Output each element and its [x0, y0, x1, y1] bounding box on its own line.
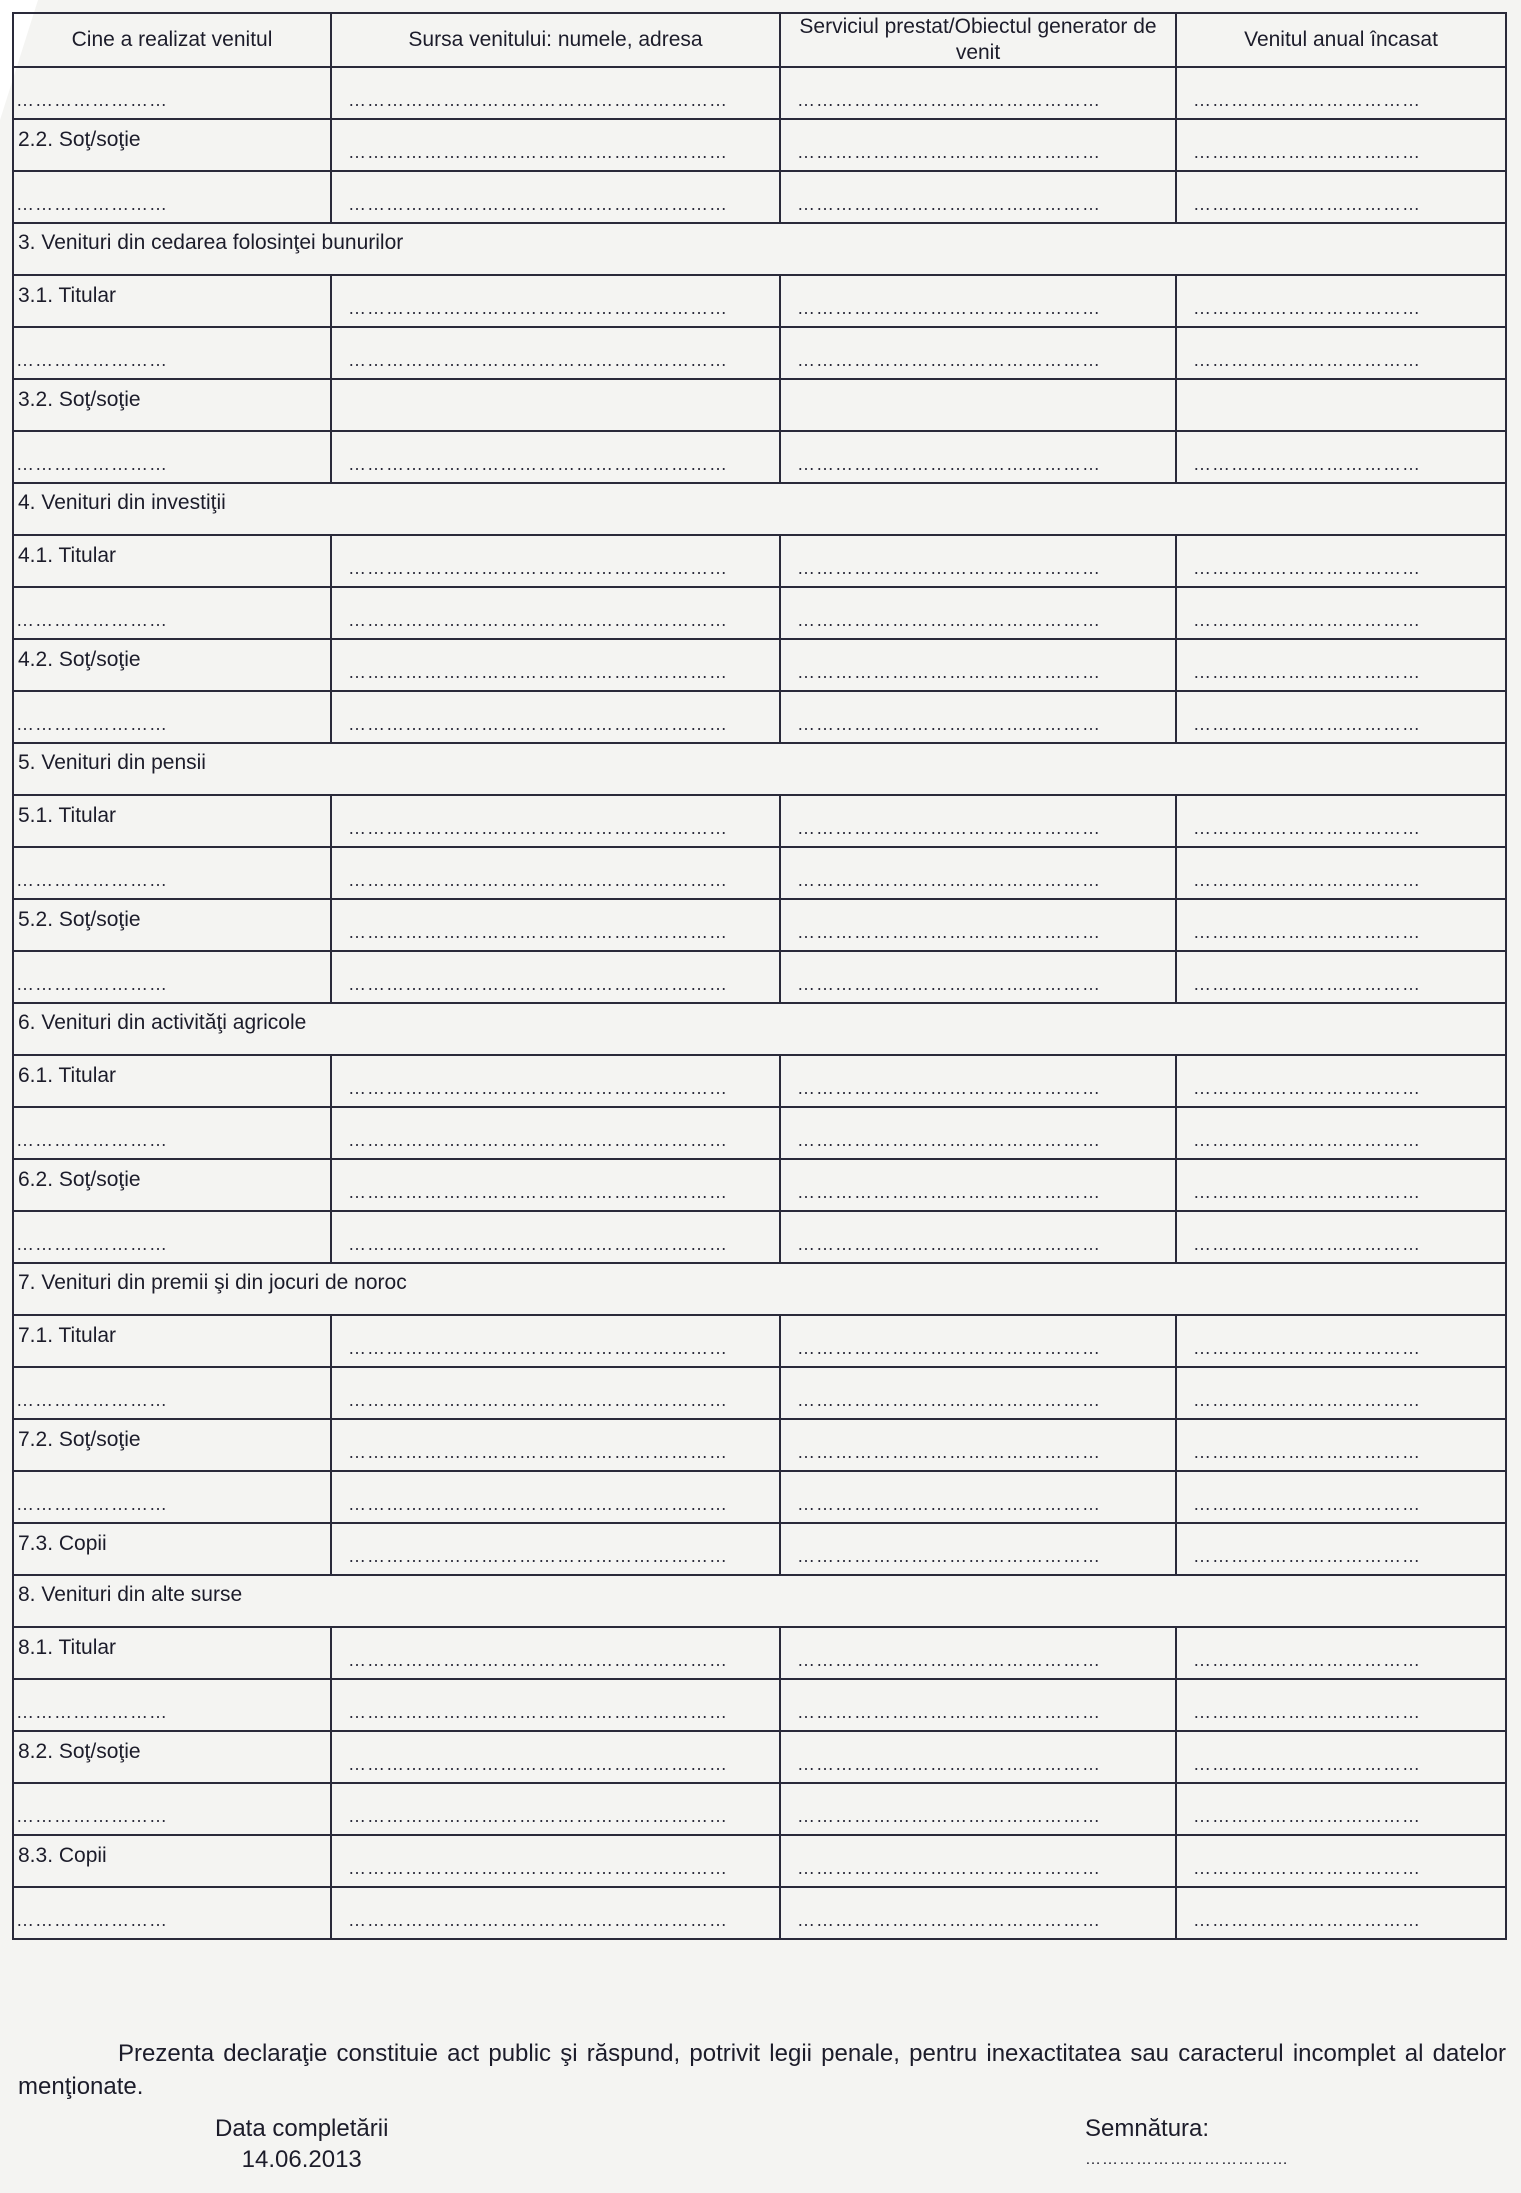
income-cell: [1176, 1627, 1506, 1679]
service-blank[interactable]: …………………………………………: [797, 1130, 1101, 1150]
service-cell: [780, 847, 1176, 899]
service-blank[interactable]: …………………………………………: [797, 662, 1101, 682]
table-row: [13, 275, 1506, 327]
row-label: 5.2. Soţ/soţie: [18, 908, 141, 931]
table-row: [13, 951, 1506, 1003]
income-cell: [1176, 1731, 1506, 1783]
income-blank[interactable]: ………………………………: [1193, 1702, 1421, 1722]
service-cell: [780, 1783, 1176, 1835]
service-cell: [780, 899, 1176, 951]
service-cell: [780, 795, 1176, 847]
table-row: [13, 1523, 1506, 1575]
who-blank[interactable]: ……………………: [16, 1910, 168, 1930]
row-label: 8.1. Titular: [18, 1636, 117, 1659]
who-cell: [13, 1159, 331, 1211]
source-blank[interactable]: ……………………………………………………: [348, 1390, 728, 1410]
source-cell: [331, 951, 780, 1003]
income-cell: [1176, 535, 1506, 587]
source-blank[interactable]: ……………………………………………………: [348, 1858, 728, 1878]
table-row: [13, 1783, 1506, 1835]
section-title: 3. Venituri din cedarea folosinţei bunurilor: [18, 231, 404, 254]
row-label: 3.1. Titular: [18, 284, 117, 307]
row-label: 6.1. Titular: [18, 1064, 117, 1087]
source-blank[interactable]: ……………………………………………………: [348, 818, 728, 838]
service-cell: [780, 1419, 1176, 1471]
table-row: [13, 67, 1506, 119]
income-blank[interactable]: ………………………………: [1193, 1338, 1421, 1358]
section-row: [13, 743, 1506, 795]
service-cell: [780, 1471, 1176, 1523]
who-cell: [13, 587, 331, 639]
who-cell: [13, 535, 331, 587]
source-cell: [331, 691, 780, 743]
income-cell: [1176, 67, 1506, 119]
source-cell: [331, 587, 780, 639]
source-cell: [331, 1783, 780, 1835]
source-cell: [331, 1887, 780, 1939]
table-body: [13, 67, 1506, 1939]
source-blank[interactable]: ……………………………………………………: [348, 1650, 728, 1670]
column-header-source: Sursa venitului: numele, adresa: [331, 13, 780, 67]
income-blank[interactable]: ………………………………: [1193, 1546, 1421, 1566]
who-cell: [13, 1315, 331, 1367]
income-cell: [1176, 171, 1506, 223]
section-cell: [13, 743, 1506, 795]
service-blank[interactable]: …………………………………………: [797, 1390, 1101, 1410]
service-blank[interactable]: …………………………………………: [797, 1702, 1101, 1722]
service-cell: [780, 1107, 1176, 1159]
source-cell: [331, 1107, 780, 1159]
section-row: [13, 1575, 1506, 1627]
who-blank[interactable]: ……………………: [16, 90, 168, 110]
income-blank[interactable]: ………………………………: [1193, 298, 1421, 318]
service-blank[interactable]: …………………………………………: [797, 818, 1101, 838]
service-cell: [780, 431, 1176, 483]
source-blank[interactable]: ……………………………………………………: [348, 714, 728, 734]
income-blank[interactable]: ………………………………: [1193, 818, 1421, 838]
source-blank[interactable]: ……………………………………………………: [348, 90, 728, 110]
income-cell: [1176, 431, 1506, 483]
service-blank[interactable]: …………………………………………: [797, 714, 1101, 734]
section-row: [13, 483, 1506, 535]
income-blank[interactable]: ………………………………: [1193, 870, 1421, 890]
service-cell: [780, 1835, 1176, 1887]
service-blank[interactable]: …………………………………………: [797, 974, 1101, 994]
table-row: [13, 379, 1506, 431]
who-cell: [13, 1471, 331, 1523]
section-title: 4. Venituri din investiţii: [18, 491, 226, 514]
service-cell: [780, 951, 1176, 1003]
source-blank[interactable]: ……………………………………………………: [348, 1234, 728, 1254]
who-cell: [13, 1887, 331, 1939]
who-blank[interactable]: ……………………: [16, 1494, 168, 1514]
who-blank[interactable]: ……………………: [16, 454, 168, 474]
income-cell: [1176, 795, 1506, 847]
who-cell: [13, 171, 331, 223]
income-cell: [1176, 847, 1506, 899]
income-cell: [1176, 587, 1506, 639]
who-blank[interactable]: ……………………: [16, 1234, 168, 1254]
income-blank[interactable]: ………………………………: [1193, 714, 1421, 734]
income-blank[interactable]: ………………………………: [1193, 1078, 1421, 1098]
service-blank[interactable]: …………………………………………: [797, 1182, 1101, 1202]
who-cell: [13, 951, 331, 1003]
section-cell: [13, 1575, 1506, 1627]
source-cell: [331, 795, 780, 847]
who-blank[interactable]: ……………………: [16, 1130, 168, 1150]
table-row: [13, 639, 1506, 691]
source-cell: [331, 1523, 780, 1575]
service-blank[interactable]: …………………………………………: [797, 1910, 1101, 1930]
income-blank[interactable]: ………………………………: [1193, 558, 1421, 578]
who-blank[interactable]: ……………………: [16, 974, 168, 994]
row-label: 8.3. Copii: [18, 1844, 107, 1867]
row-label: 7.1. Titular: [18, 1324, 117, 1347]
income-cell: [1176, 951, 1506, 1003]
who-cell: [13, 379, 331, 431]
service-blank[interactable]: …………………………………………: [797, 194, 1101, 214]
table-row: [13, 1055, 1506, 1107]
who-blank[interactable]: ……………………: [16, 1806, 168, 1826]
who-cell: [13, 1627, 331, 1679]
source-blank[interactable]: ……………………………………………………: [348, 350, 728, 370]
table-row: [13, 1107, 1506, 1159]
who-blank[interactable]: ……………………: [16, 1390, 168, 1410]
income-cell: [1176, 1211, 1506, 1263]
source-cell: [331, 119, 780, 171]
income-cell: [1176, 1107, 1506, 1159]
income-blank[interactable]: ………………………………: [1193, 1858, 1421, 1878]
source-cell: [331, 1471, 780, 1523]
table-row: [13, 847, 1506, 899]
income-cell: [1176, 119, 1506, 171]
source-cell: [331, 1211, 780, 1263]
service-cell: [780, 535, 1176, 587]
service-blank[interactable]: …………………………………………: [797, 1546, 1101, 1566]
income-blank[interactable]: ………………………………: [1193, 662, 1421, 682]
source-blank[interactable]: ……………………………………………………: [348, 1702, 728, 1722]
income-blank[interactable]: ………………………………: [1193, 194, 1421, 214]
declaration-text: Prezenta declaraţie constituie act public şi răspund, potrivit legii penale, pentru inexactitatea sau caracterul incomplet al datelor menţionate.: [18, 2040, 1506, 2100]
source-cell: [331, 1419, 780, 1471]
service-blank[interactable]: …………………………………………: [797, 1754, 1101, 1774]
row-label: 7.3. Copii: [18, 1532, 107, 1555]
source-cell: [331, 1679, 780, 1731]
source-cell: [331, 1835, 780, 1887]
source-blank[interactable]: ……………………………………………………: [348, 298, 728, 318]
section-cell: [13, 483, 1506, 535]
who-blank[interactable]: ……………………: [16, 610, 168, 630]
income-cell: [1176, 379, 1506, 431]
who-cell: [13, 275, 331, 327]
service-cell: [780, 327, 1176, 379]
service-blank[interactable]: …………………………………………: [797, 298, 1101, 318]
table-row: [13, 535, 1506, 587]
service-cell: [780, 1627, 1176, 1679]
column-header-income: Venitul anual încasat: [1176, 13, 1506, 67]
source-cell: [331, 1159, 780, 1211]
who-blank[interactable]: ……………………: [16, 194, 168, 214]
source-cell: [331, 275, 780, 327]
who-cell: [13, 1211, 331, 1263]
table-row: [13, 1887, 1506, 1939]
service-cell: [780, 119, 1176, 171]
service-blank[interactable]: …………………………………………: [797, 922, 1101, 942]
service-blank[interactable]: …………………………………………: [797, 1650, 1101, 1670]
income-cell: [1176, 1783, 1506, 1835]
income-blank[interactable]: ………………………………: [1193, 142, 1421, 162]
income-blank[interactable]: ………………………………: [1193, 922, 1421, 942]
table-row: [13, 899, 1506, 951]
source-blank[interactable]: ……………………………………………………: [348, 1442, 728, 1462]
income-blank[interactable]: ………………………………: [1193, 1910, 1421, 1930]
source-cell: [331, 1367, 780, 1419]
row-label: 3.2. Soţ/soţie: [18, 388, 141, 411]
source-blank[interactable]: ……………………………………………………: [348, 1494, 728, 1514]
section-title: 7. Venituri din premii şi din jocuri de noroc: [18, 1271, 407, 1294]
who-blank[interactable]: ……………………: [16, 714, 168, 734]
income-cell: [1176, 1887, 1506, 1939]
service-blank[interactable]: …………………………………………: [797, 1338, 1101, 1358]
row-label: 5.1. Titular: [18, 804, 117, 827]
source-blank[interactable]: ……………………………………………………: [348, 142, 728, 162]
service-blank[interactable]: …………………………………………: [797, 1858, 1101, 1878]
income-blank[interactable]: ………………………………: [1193, 1754, 1421, 1774]
income-cell: [1176, 1315, 1506, 1367]
service-cell: [780, 379, 1176, 431]
table-row: [13, 691, 1506, 743]
income-blank[interactable]: ………………………………: [1193, 1182, 1421, 1202]
income-cell: [1176, 1367, 1506, 1419]
service-blank[interactable]: …………………………………………: [797, 1494, 1101, 1514]
service-blank[interactable]: …………………………………………: [797, 610, 1101, 630]
income-blank[interactable]: ………………………………: [1193, 1390, 1421, 1410]
income-blank[interactable]: ………………………………: [1193, 1442, 1421, 1462]
date-block: [215, 2113, 388, 2175]
signature-block: [1085, 2113, 1289, 2175]
who-blank[interactable]: ……………………: [16, 350, 168, 370]
who-cell: [13, 1523, 331, 1575]
row-label: 8.2. Soţ/soţie: [18, 1740, 141, 1763]
who-cell: [13, 691, 331, 743]
source-cell: [331, 1731, 780, 1783]
row-label: 2.2. Soţ/soţie: [18, 128, 141, 151]
table-row: [13, 431, 1506, 483]
table-header-row: [13, 13, 1506, 67]
who-cell: [13, 1055, 331, 1107]
service-cell: [780, 67, 1176, 119]
source-cell: [331, 431, 780, 483]
source-cell: [331, 1315, 780, 1367]
table-row: [13, 119, 1506, 171]
who-cell: [13, 119, 331, 171]
who-cell: [13, 1783, 331, 1835]
service-cell: [780, 1055, 1176, 1107]
table-row: [13, 587, 1506, 639]
source-blank[interactable]: ……………………………………………………: [348, 922, 728, 942]
table-row: [13, 1315, 1506, 1367]
who-cell: [13, 1419, 331, 1471]
row-label: 7.2. Soţ/soţie: [18, 1428, 141, 1451]
source-blank[interactable]: ……………………………………………………: [348, 1130, 728, 1150]
service-blank[interactable]: …………………………………………: [797, 350, 1101, 370]
service-blank[interactable]: …………………………………………: [797, 142, 1101, 162]
source-cell: [331, 847, 780, 899]
service-cell: [780, 1367, 1176, 1419]
income-blank[interactable]: ………………………………: [1193, 974, 1421, 994]
source-cell: [331, 535, 780, 587]
service-cell: [780, 639, 1176, 691]
table-row: [13, 1731, 1506, 1783]
section-cell: [13, 223, 1506, 275]
income-cell: [1176, 327, 1506, 379]
service-cell: [780, 1887, 1176, 1939]
source-cell: [331, 1627, 780, 1679]
table-row: [13, 1367, 1506, 1419]
date-value: 14.06.2013: [241, 2146, 362, 2173]
source-blank[interactable]: ……………………………………………………: [348, 974, 728, 994]
income-cell: [1176, 1055, 1506, 1107]
who-cell: [13, 795, 331, 847]
source-cell: [331, 171, 780, 223]
source-cell: [331, 327, 780, 379]
table-row: [13, 1159, 1506, 1211]
section-cell: [13, 1003, 1506, 1055]
signature-blank[interactable]: ………………………………: [1085, 2151, 1289, 2168]
income-cell: [1176, 1523, 1506, 1575]
section-row: [13, 1263, 1506, 1315]
who-cell: [13, 899, 331, 951]
section-cell: [13, 1263, 1506, 1315]
source-cell: [331, 379, 780, 431]
source-cell: [331, 67, 780, 119]
service-blank[interactable]: …………………………………………: [797, 1234, 1101, 1254]
source-blank[interactable]: ……………………………………………………: [348, 610, 728, 630]
source-blank[interactable]: ……………………………………………………: [348, 558, 728, 578]
who-cell: [13, 847, 331, 899]
who-cell: [13, 327, 331, 379]
service-blank[interactable]: …………………………………………: [797, 1806, 1101, 1826]
who-cell: [13, 639, 331, 691]
income-cell: [1176, 1419, 1506, 1471]
source-blank[interactable]: ……………………………………………………: [348, 1910, 728, 1930]
service-cell: [780, 587, 1176, 639]
service-blank[interactable]: …………………………………………: [797, 870, 1101, 890]
source-cell: [331, 639, 780, 691]
service-cell: [780, 275, 1176, 327]
table-row: [13, 1835, 1506, 1887]
table-row: [13, 1419, 1506, 1471]
section-title: 8. Venituri din alte surse: [18, 1583, 243, 1606]
income-blank[interactable]: ………………………………: [1193, 1650, 1421, 1670]
income-blank[interactable]: ………………………………: [1193, 610, 1421, 630]
income-blank[interactable]: ………………………………: [1193, 454, 1421, 474]
source-blank[interactable]: ……………………………………………………: [348, 1754, 728, 1774]
who-cell: [13, 1731, 331, 1783]
income-blank[interactable]: ………………………………: [1193, 1130, 1421, 1150]
source-blank[interactable]: ……………………………………………………: [348, 1182, 728, 1202]
income-cell: [1176, 1835, 1506, 1887]
source-blank[interactable]: ……………………………………………………: [348, 662, 728, 682]
source-cell: [331, 1055, 780, 1107]
source-blank[interactable]: ……………………………………………………: [348, 870, 728, 890]
service-blank[interactable]: …………………………………………: [797, 1078, 1101, 1098]
service-cell: [780, 1159, 1176, 1211]
source-blank[interactable]: ……………………………………………………: [348, 1338, 728, 1358]
source-cell: [331, 899, 780, 951]
who-cell: [13, 67, 331, 119]
row-label: 4.1. Titular: [18, 544, 117, 567]
income-blank[interactable]: ………………………………: [1193, 90, 1421, 110]
service-cell: [780, 691, 1176, 743]
row-label: 6.2. Soţ/soţie: [18, 1168, 141, 1191]
who-cell: [13, 1107, 331, 1159]
source-blank[interactable]: ……………………………………………………: [348, 1078, 728, 1098]
source-blank[interactable]: ……………………………………………………: [348, 1806, 728, 1826]
signature-label: Semnătura:: [1085, 2115, 1210, 2142]
section-row: [13, 1003, 1506, 1055]
income-cell: [1176, 899, 1506, 951]
table-row: [13, 1471, 1506, 1523]
income-blank[interactable]: ………………………………: [1193, 1234, 1421, 1254]
who-blank[interactable]: ……………………: [16, 1702, 168, 1722]
who-cell: [13, 1367, 331, 1419]
income-cell: [1176, 1471, 1506, 1523]
source-blank[interactable]: ……………………………………………………: [348, 1546, 728, 1566]
service-cell: [780, 1211, 1176, 1263]
table-row: [13, 795, 1506, 847]
column-header-service: Serviciul prestat/Obiectul generator de venit: [780, 13, 1176, 67]
table-row: [13, 1211, 1506, 1263]
income-blank[interactable]: ………………………………: [1193, 350, 1421, 370]
table-row: [13, 327, 1506, 379]
service-cell: [780, 171, 1176, 223]
who-blank[interactable]: ……………………: [16, 870, 168, 890]
who-cell: [13, 1835, 331, 1887]
source-blank[interactable]: ……………………………………………………: [348, 454, 728, 474]
section-title: 6. Venituri din activităţi agricole: [18, 1011, 307, 1034]
income-table: [12, 12, 1507, 1940]
table-row: [13, 1679, 1506, 1731]
service-cell: [780, 1731, 1176, 1783]
section-title: 5. Venituri din pensii: [18, 751, 206, 774]
income-cell: [1176, 1159, 1506, 1211]
who-cell: [13, 1679, 331, 1731]
income-blank[interactable]: ………………………………: [1193, 1806, 1421, 1826]
who-cell: [13, 431, 331, 483]
income-cell: [1176, 275, 1506, 327]
service-blank[interactable]: …………………………………………: [797, 558, 1101, 578]
column-header-who: Cine a realizat venitul: [13, 13, 331, 67]
table-row: [13, 171, 1506, 223]
service-blank[interactable]: …………………………………………: [797, 90, 1101, 110]
section-row: [13, 223, 1506, 275]
service-cell: [780, 1315, 1176, 1367]
income-cell: [1176, 691, 1506, 743]
service-blank[interactable]: …………………………………………: [797, 454, 1101, 474]
service-cell: [780, 1523, 1176, 1575]
row-label: 4.2. Soţ/soţie: [18, 648, 141, 671]
income-cell: [1176, 639, 1506, 691]
service-cell: [780, 1679, 1176, 1731]
source-blank[interactable]: ……………………………………………………: [348, 194, 728, 214]
date-label: Data completării: [215, 2115, 389, 2142]
service-blank[interactable]: …………………………………………: [797, 1442, 1101, 1462]
income-blank[interactable]: ………………………………: [1193, 1494, 1421, 1514]
table-row: [13, 1627, 1506, 1679]
income-cell: [1176, 1679, 1506, 1731]
